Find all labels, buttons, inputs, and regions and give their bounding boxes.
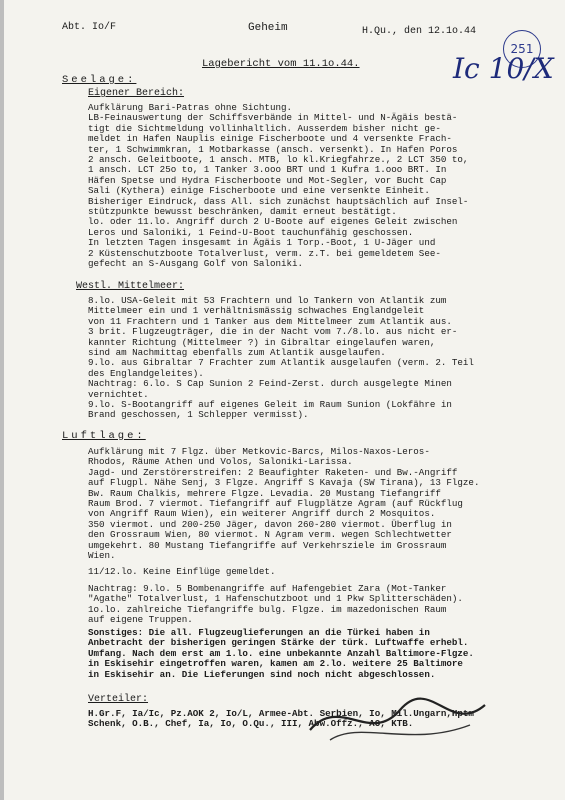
nachtrag-text [88, 584, 463, 626]
text-line: Sonstiges: Die all. Flugzeuglieferungen an die Türkei haben in [88, 627, 430, 638]
text-line: des Englandgeleites). [88, 367, 204, 379]
text-line: 9.lo. S-Bootangriff auf eigenes Geleit im Raum Sunion (Lokfähre in [88, 399, 452, 411]
section-heading-luftlage: Luftlage: [62, 430, 146, 442]
text-line: auf Flugpl. Nähe Senj, 3 Flgze. Angriff S Kavaja (SW Tirana), 13 Flgze. [88, 477, 480, 489]
text-line: 1 ansch. LCT 25o to, 1 Tanker 3.ooo BRT und 1 Kufra 1.ooo BRT. In [88, 164, 447, 176]
text-line: Jagd- und Zerstörerstreifen: 2 Beaufighter Raketen- und Bw.-Angriff [88, 466, 458, 478]
text-line: stützpunkte bewusst beschränken, damit erneut bestätigt. [88, 206, 397, 218]
signature-scribble [300, 690, 500, 750]
text-line: H.Gr.F, Ia/Ic, Pz.AOK 2, Io/L, Armee-Abt. Serbien, Io, Mil.Ungarn,Hptm [88, 708, 474, 719]
text-line: gefecht an S-Ausgang Golf von Saloniki. [88, 258, 304, 270]
eigener-bereich-text [88, 103, 468, 270]
text-line: Häfen Spetse und Hydra Fischerboote und Mot-Segler, vor Bucht Cap [88, 174, 447, 186]
text-line: sind am Nachmittag ebenfalls zum Atlantik ausgelaufen. [88, 347, 386, 359]
text-line: Aufklärung mit 7 Flgz. über Metkovic-Barcs, Milos-Naxos-Leros- [88, 446, 430, 457]
text-line: in Eskisehir an. Die Lieferungen sind noch nicht abgeschlossen. [88, 668, 436, 680]
text-line: 350 viermot. und 200-250 Jäger, davon 260-280 viermot. Überflug in [88, 518, 452, 530]
text-line: Wien. [88, 550, 116, 562]
text-line: in Eskisehir eingetroffen waren, kamen am 2.lo. weitere 25 Baltimore [88, 658, 463, 670]
text-line: 1o.lo. zahlreiche Tiefangriffe bulg. Flgze. im mazedonischen Raum [88, 603, 447, 615]
report-title: Lagebericht vom 11.1o.44. [202, 58, 360, 70]
text-line: Nachtrag: 6.lo. S Cap Sunion 2 Feind-Zerst. durch ausgelegte Minen [88, 378, 452, 390]
place-date: H.Qu., den 12.1o.44 [362, 26, 477, 37]
text-line: Leros und Saloniki, 1 Feind-U-Boot tauchunfähig geschossen. [88, 226, 414, 238]
text-line: kannter Richtung (Mittelmeer ?) in Gibraltar eingelaufen waren, [88, 336, 436, 348]
distribution-heading: Verteiler: [88, 694, 149, 705]
text-line: Raum Brod. 7 viermot. Tiefangriff auf Flugplätze Agram (auf Rückflug [88, 498, 463, 510]
text-line: Aufklärung Bari-Patras ohne Sichtung. [88, 102, 292, 113]
department-code: Abt. Io/F [62, 22, 117, 33]
scan-edge [0, 0, 4, 800]
text-line: lo. oder 11.lo. Angriff durch 2 U-Boote auf eigenes Geleit zwischen [88, 216, 458, 228]
text-line: tigt die Sichtmeldung vollinhaltlich. Ausserdem bisher nicht ge- [88, 122, 441, 134]
text-line: "Agathe" Totalverlust, 1 Hafenschutzboot und 1 Pkw Splitterschäden). [88, 593, 463, 605]
subsection-heading-eigener-bereich: Eigener Bereich: [88, 88, 185, 99]
text-line: Sali (Kythera) einige Fischerboote und eine versenkte Einheit. [88, 185, 430, 197]
classification-mark: Geheim [248, 22, 288, 34]
text-line: den Grossraum Wien, 80 viermot. N Agram verm. wegen Schlechtwetter [88, 529, 452, 541]
text-line: 2 Küstenschutzboote Totalverlust, verm. z.T. bei gemeldetem See- [88, 247, 441, 259]
text-line: Umfang. Nach dem erst am 1.lo. eine unbekannte Anzahl Baltimore-Flgze. [88, 647, 474, 659]
luftlage-text [88, 447, 479, 561]
text-line: Brand geschossen, 1 Schlepper vermisst). [88, 409, 309, 421]
sonstiges-text [88, 628, 474, 680]
text-line: von Angriff Raum Wien), ein weiterer Angriff durch 2 Mosquitos. [88, 508, 436, 520]
text-line: Nachtrag: 9.lo. 5 Bombenangriffe auf Hafengebiet Zara (Mot-Tanker [88, 583, 447, 594]
text-line: umgekehrt. 80 Mustang Tiefangriffe auf Verkehrsziele im Grossraum [88, 539, 447, 551]
night-report: 11/12.lo. Keine Einflüge gemeldet. [88, 566, 276, 577]
text-line: vernichtet. [88, 388, 149, 400]
text-line: LB-Feinauswertung der Schiffsverbände in Mittel- und N-Ägäis bestä- [88, 112, 458, 124]
text-line: meldet in Hafen Nauplis einige Fischerboote und 4 versenkte Frach- [88, 133, 452, 145]
stamp-number: 251 [510, 42, 534, 56]
text-line: Bw. Raum Chalkis, mehrere Flgze. Levadia. 20 Mustang Tiefangriff [88, 487, 441, 499]
handwritten-annotation: Ic 10/X [453, 52, 554, 85]
text-line: Schenk, O.B., Chef, Ia, Io, O.Qu., III, Abw.Offz., AO, KTB. [88, 718, 414, 730]
text-line: Anbetracht der bisherigen geringen Stärke der türk. Luftwaffe erhebl. [88, 637, 469, 649]
text-line: von 11 Frachtern und 1 Tanker aus dem Mittelmeer zum Atlantik aus. [88, 315, 452, 327]
subsection-heading-westl-mittelmeer: Westl. Mittelmeer: [76, 281, 185, 292]
text-line: Rhodos, Räume Athen und Volos, Saloniki-Larissa. [88, 456, 353, 468]
text-line: 2 ansch. Geleitboote, 1 ansch. MTB, lo kl.Kriegfahrze., 2 LCT 350 to, [88, 154, 469, 166]
text-line: 9.lo. aus Gibraltar 7 Frachter zum Atlantik ausgelaufen (verm. 2. Teil [88, 357, 474, 369]
text-line: ter, 1 Schwimmkran, 1 Motbarkasse (ansch. versenkt). In Hafen Poros [88, 143, 458, 155]
text-line: 8.lo. USA-Geleit mit 53 Frachtern und lo Tankern von Atlantik zum [88, 295, 447, 306]
westl-mittelmeer-text [88, 296, 474, 421]
text-line: Mittelmeer ein und 1 verhältnismässig schwaches Englandgeleit [88, 305, 425, 317]
section-heading-seelage: Seelage: [62, 74, 137, 86]
text-line: 3 brit. Flugzeugträger, die in der Nacht vom 7./8.lo. aus nicht er- [88, 326, 458, 338]
text-line: In letzten Tagen insgesamt in Ägäis 1 Torp.-Boot, 1 U-Jäger und [88, 237, 436, 249]
text-line: Bisheriger Eindruck, dass All. sich zunächst hauptsächlich auf Insel- [88, 195, 469, 207]
text-line: auf eigene Truppen. [88, 614, 193, 626]
